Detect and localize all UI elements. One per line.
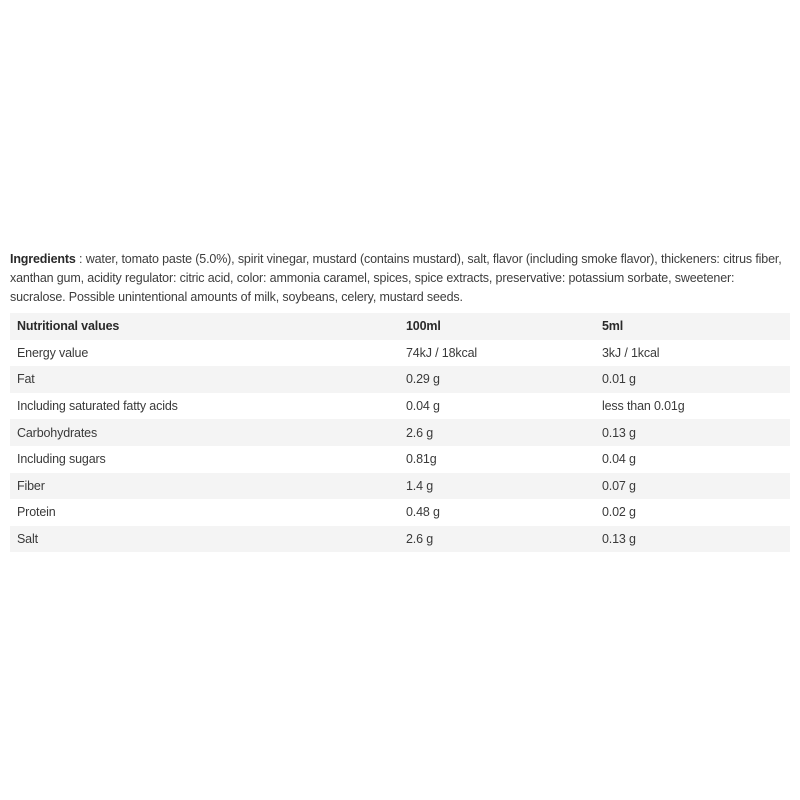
nutrition-table xyxy=(10,313,790,552)
header-5ml: 5ml xyxy=(602,319,624,334)
nutrient-per-5ml: 0.07 g xyxy=(602,478,636,493)
header-100ml: 100ml xyxy=(406,319,441,334)
ingredients-label: Ingredients xyxy=(10,252,76,266)
nutrition-header-row xyxy=(10,313,790,340)
table-row xyxy=(10,419,790,446)
ingredients-paragraph xyxy=(10,250,790,307)
nutrient-name: Carbohydrates xyxy=(17,425,98,440)
nutrient-per-100ml: 0.48 g xyxy=(406,505,440,520)
table-row xyxy=(10,526,790,553)
nutrient-per-100ml: 0.29 g xyxy=(406,372,440,387)
nutrient-per-100ml: 2.6 g xyxy=(406,425,434,440)
nutrient-per-5ml: 0.13 g xyxy=(602,425,636,440)
nutrient-name: Fiber xyxy=(17,478,45,493)
header-nutritional-values: Nutritional values xyxy=(17,319,120,334)
nutrient-per-5ml: 0.02 g xyxy=(602,505,636,520)
table-row xyxy=(10,446,790,473)
nutrient-per-5ml: 3kJ / 1kcal xyxy=(602,345,660,360)
nutrient-per-5ml: 0.04 g xyxy=(602,452,636,467)
nutrient-per-5ml: 0.13 g xyxy=(602,532,636,547)
nutrient-name: Including saturated fatty acids xyxy=(17,399,178,414)
table-row xyxy=(10,393,790,420)
nutrient-per-100ml: 0.04 g xyxy=(406,399,440,414)
table-row xyxy=(10,499,790,526)
ingredients-text: : water, tomato paste (5.0%), spirit vinegar, mustard (contains mustard), salt, flavor (including smoke flavor), thickeners: citrus fiber, xanthan gum, acidity regulator: citric acid, color: ammonia caramel, spices, spice extracts, preservative: potassium sorbate, sweetener: sucralose. Possible unintentional amounts of milk, soybeans, celery, mustard seeds. xyxy=(10,252,782,304)
nutrient-name: Energy value xyxy=(17,345,89,360)
nutrient-name: Protein xyxy=(17,505,56,520)
table-row xyxy=(10,473,790,500)
table-row xyxy=(10,366,790,393)
nutrient-name: Fat xyxy=(17,372,35,387)
nutrient-per-5ml: less than 0.01g xyxy=(602,399,685,414)
nutrient-per-5ml: 0.01 g xyxy=(602,372,636,387)
nutrient-per-100ml: 74kJ / 18kcal xyxy=(406,345,478,360)
table-row xyxy=(10,340,790,367)
nutrient-per-100ml: 1.4 g xyxy=(406,478,434,493)
nutrient-name: Salt xyxy=(17,532,38,547)
nutrient-per-100ml: 0.81g xyxy=(406,452,437,467)
nutrient-per-100ml: 2.6 g xyxy=(406,532,434,547)
product-info xyxy=(10,250,790,552)
nutrient-name: Including sugars xyxy=(17,452,106,467)
